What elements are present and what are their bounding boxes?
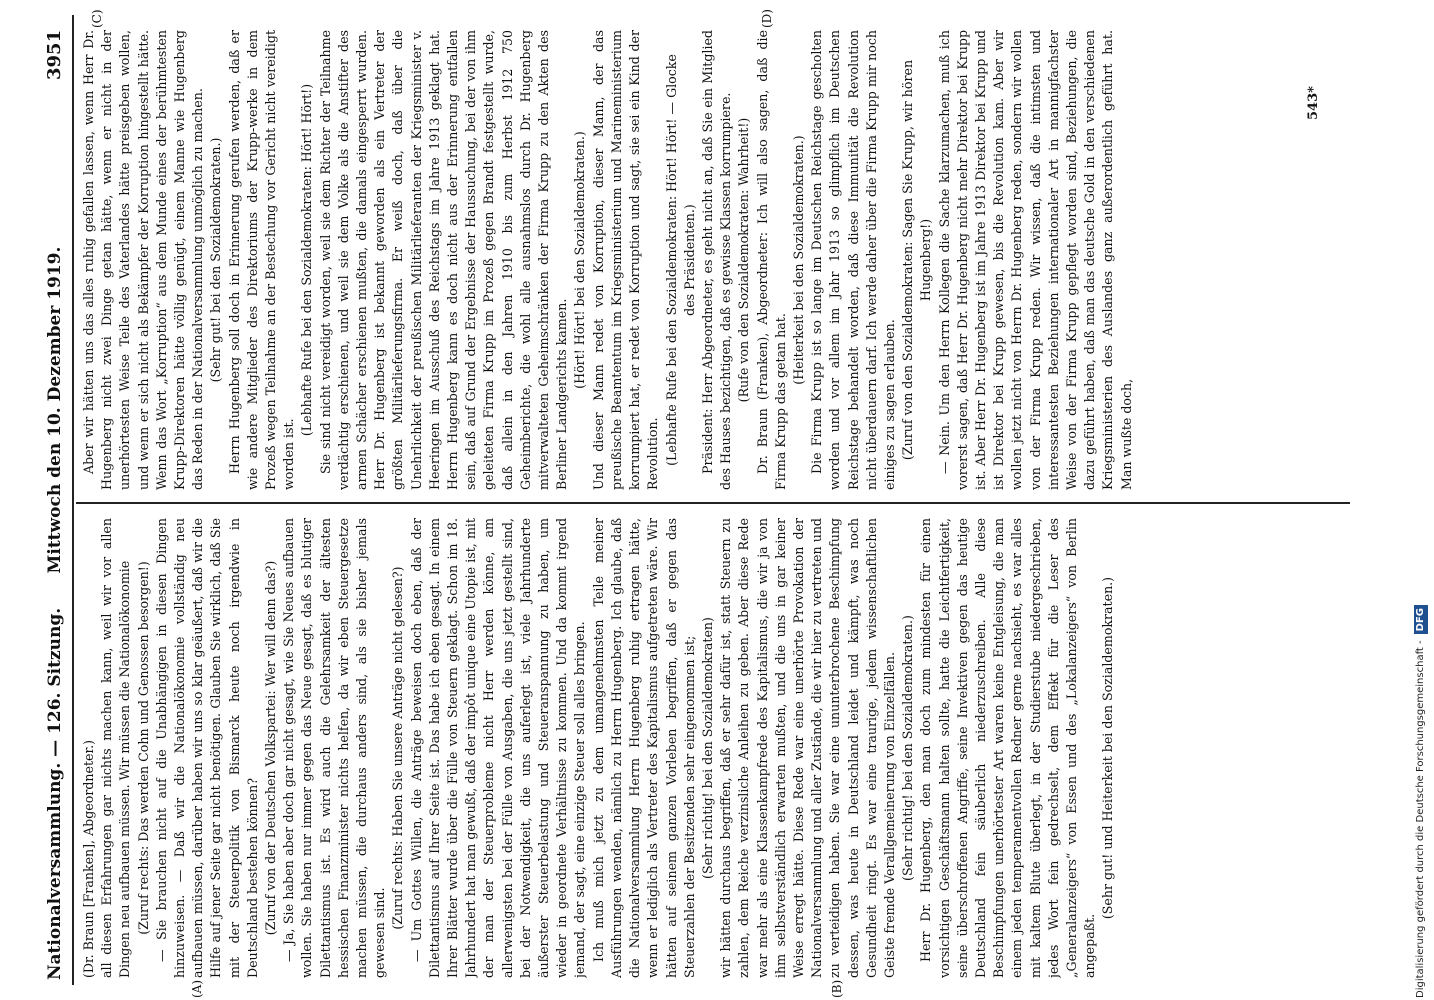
interjection: (Lebhafte Rufe bei den Sozialdemokraten: Hört! Hört! — Glocke des Präsidenten.) (663, 54, 697, 466)
paragraph: — Nein. Um den Herrn Kollegen die Sache klarzumachen, muß ich vorerst sagen, daß Herr Dr. Hugenberg nicht mehr Direktor bei Krupp ist. Aber Herr Dr. Hugenberg ist im Jahre 1913 Direktor bei Krupp und ist Direktor bei Krupp gewesen, bis die Revolution kam. Aber wir wollen jetzt nicht von Herrn Dr. Hugenberg reden, sondern wir wollen von der Firma Krupp reden. Wir wissen, daß die intimsten und interessantesten Beziehungen internationaler Art in mannigfachster Weise von der Firma Krupp gepflegt worden sind, Beziehungen, die dazu geführt haben, daß man das deutsche Gold in den verschiedenen Kriegsministerien des Auslandes ganz außerordentlich geführt hat. Man wußte doch, (936, 30, 1134, 490)
interjection: (Lebhafte Rufe bei den Sozialdemokraten: Hört! Hört!) (299, 83, 315, 437)
interjection: (Rufe von den Sozialdemokraten: Wahrheit!) (736, 117, 752, 403)
margin-mark-d: (D) (760, 9, 774, 28)
paragraph: — Um Gottes Willen, die Anträge beweisen doch eben, daß der Dilettantismus auf Ihrer Seite ist. Das habe ich eben gesagt. In einem Ihrer Blätter wurde über die Fülle von Steuern geklagt. Schon im 18. Jahrhundert hat man gewußt, daß der impôt unique eine Utopie ist, mit der man der Steuerprobleme nicht Herr werden könne, am allerwenigsten bei der Fülle von Ausgaben, die uns jetzt gestellt sind, bei der Notwendigkeit, die uns auferlegt ist, viele Jahrhunderte äußerster Steuerbelastung und Steueranspannung zu haben, um wieder in geordnete Verhältnisse zu kommen. Und da kommt irgend jemand, der sagt, eine einzige Steuer soll alles bringen. (408, 518, 588, 978)
interjection: (Zuruf rechts: Haben Sie unsere Anträge nicht gelesen?) (390, 566, 406, 930)
paragraph: Und dieser Mann redet von Korruption, dieser Mann, der das preußische Beamtentum im Kriegsministerium und Marineministerium korrumpiert hat, er redet von Korruption und sagt, sie sei ein Kind der Revolution. (590, 30, 661, 490)
digitization-credit (1414, 605, 1428, 998)
paragraph: Präsident: Herr Abgeordneter, es geht nicht an, daß Sie ein Mitglied des Hauses bezichtigen, daß es gewisse Klassen korrumpiere. (699, 30, 734, 490)
interjection: (Zuruf von den Sozialdemokraten: Sagen Sie Krupp, wir hören Hugenberg!) (900, 59, 934, 461)
paragraph: Herr Dr. Hugenberg, den man doch zum mindesten für einen vorsichtigen Geschäftsmann halten sollte, hatte die Leichtfertigkeit, seine überschroffenen Angriffe, seine Invektiven gegen das heutige Deutschland fein säuberlich niederzuschreiben. Alle diese Beschimpfungen unerhörtester Art waren keine Entgleisung, die man einem jeden temperamentvollen Redner gerne nachsieht, es war alles mit kaltem Blute überlegt, in der Studierstube niedergeschrieben, jedes Wort fein gedrechselt, dem Effekt für die Leser des „Generalanzeigers“ von Essen und des „Lokalanzeigers“ von Berlin angepaßt. (918, 518, 1098, 978)
paragraph: wir hätten durchaus begriffen, daß er sehr dafür ist, statt Steuern zu zahlen, dem Reiche verzinsliche Anleihen zu geben. Aber diese Rede war mehr als eine Klassenkampfrede des Kapitalismus, die wir ja von ihm selbstverständlich erwarten mußten, und die uns in gar keiner Weise erregt hätte. Diese Rede war eine unerhörte Provokation der Nationalversammlung und aller Zustände, die wir hier zu vertreten und zu verteidigen haben. Sie war eine ununterbrochene Beschimpfung dessen, was heute in Deutschland leidet und kämpft, was noch Gesundheit ringt. Es war eine traurige, jedem wissenschaftlichen Geiste fremde Verallgemeinerung von Einzelfällen. (718, 518, 897, 978)
paragraph: Herrn Hugenberg soll doch in Erinnerung gerufen werden, daß er wie andere Mitglieder des Direktoriums der Krupp-werke in dem Prozeß wegen Teilnahme an der Bestechung vor Gericht nicht vereidigt worden ist. (226, 30, 297, 490)
interjection: (Heiterkeit bei den Sozialdemokraten.) (790, 135, 806, 385)
paragraph: Aber wir hätten uns das alles ruhig gefallen lassen, wenn Herr Dr. Hugenberg nicht zwei Dinge getan hätte, wenn er nicht in der unerhörtesten Weise Teile des Vaterlandes hätte preisgeben wollen, und wenn er sich nicht als Bekämpfer der Korruption hingestellt hätte. Wenn das Wort „Korruption“ aus dem Munde eines der berühmtesten Krupp-Direktoren hätte völlig genügt, einem Manne wie Hugenberg das Reden in der Nationalversammlung unmöglich zu machen. (81, 30, 206, 490)
page-number: 3951 (44, 29, 65, 80)
right-text-column (80, 30, 1330, 490)
column-divider (76, 502, 1350, 504)
page-header-title: Nationalversammlung. — 126. Sitzung. (45, 607, 65, 980)
paragraph: Die Firma Krupp ist so lange im Deutschen Reichstage gescholten worden und vor allem im Jahr 1913 so glimpflich im Deutschen Reichstage behandelt worden, daß diese Immunität die Revolution nicht überdauern darf. Ich werde daher über die Firma Krupp mir noch einiges zu sagen erlauben. (809, 30, 897, 490)
interjection: (Sehr richtig! bei den Sozialdemokraten.) (900, 615, 916, 881)
interjection: (Sehr gut! und Heiterkeit bei den Sozialdemokraten.) (1100, 576, 1116, 920)
margin-mark-a: (A) (190, 979, 204, 998)
header-rule (72, 15, 74, 985)
page-reference: 543* (1306, 86, 1321, 120)
margin-mark-b: (B) (830, 979, 844, 998)
left-text-column (80, 518, 1330, 978)
interjection: (Zuruf rechts: Das werden Cohn und Genossen besorgen!) (135, 561, 151, 935)
interjection: (Sehr gut! bei den Sozialdemokraten.) (208, 137, 224, 383)
paragraph: all diesen Erfahrungen gar nichts machen kann, weil wir vor allen Dingen neu aufbauen müssen. Wir müssen die Nationalökonomie (99, 518, 133, 978)
dfg-logo: DFG (1414, 605, 1428, 634)
page-header-date: Mittwoch den 10. Dezember 1919. (45, 246, 65, 574)
margin-mark-c: (C) (90, 9, 104, 28)
paragraph: (Dr. Braun [Franken], Abgeordneter.) (81, 739, 96, 978)
interjection: (Zuruf von der Deutschen Volkspartei: Wer will denn das?) (263, 560, 279, 936)
paragraph: — Ja, Sie haben aber doch gar nicht gesagt, wie Sie Neues aufbauen wollen. Sie haben nur immer gegen das Neue gesagt, daß es blutiger Dilettantismus ist. Es wird auch die Gelehrsamkeit der ältesten hessischen Finanzminister nichts helfen, da wir eben Steuergesetze machen müssen, die durchaus anders sind, als sie bisher jemals gewesen sind. (281, 518, 388, 978)
paragraph: Dr. Braun (Franken), Abgeordneter: Ich will also sagen, daß die Firma Krupp das getan hat. (754, 30, 788, 490)
paragraph: Ich muß mich jetzt zu dem umangenehmsten Teile meiner Ausführungen wenden, nämlich zu Herrn Hugenberg. Ich glaube, daß die Nationalversammlung Herrn Hugenberg ruhig ertragen hätte, wenn er lediglich als Vertreter des Kapitalismus aufgetreten wäre. Wir hätten auf seinem ganzen Vorleben begriffen, daß er gegen das Steuerzahlen der Besitzenden sehr eingenommen ist; (590, 518, 697, 978)
paragraph: Sie sind nicht vereidigt worden, weil sie dem Richter der Teilnahme verdächtig erschienen, und weil sie dem Volke als die Anstifter des armen Schächer erschienen mußten, die damals eingesperrt wurden. Herr Dr. Hugenberg ist bekannt geworden als ein Vertreter der größten Militärlieferungsfirma. Er weiß doch, daß über die Unehrlichkeit der preußischen Militärlieferanten der Kriegsminister v. Heeringen im Ausschuß des Reichstags im Jahre 1913 geklagt hat. Herrn Hugenberg kann es doch nicht aus der Erinnerung entfallen sein, daß auf Grund der Ergebnisse der Haussuchung, bei der von ihm geleiteten Firma Krupp im Prozeß gegen Brandt festgestellt wurde, daß allein in den Jahren 1910 bis zum Herbst 1912 750 Geheimberichte, die wohl alle ausnahmslos durch Dr. Hugenberg mitverwalteten Geheimschränken der Firma Krupp zu den Akten des Berliner Landgerichts kamen. (317, 30, 570, 490)
interjection: (Hört! Hört! bei den Sozialdemokraten.) (572, 131, 588, 389)
credit-text: Digitalisierung gefördert durch die Deutsche Forschungsgemeinschaft - (1415, 640, 1426, 998)
interjection: (Sehr richtig! bei den Sozialdemokraten) (699, 617, 715, 879)
paragraph: — Sie brauchen nicht auf die Unabhängigen in diesen Dingen hinzuweisen. — Daß wir die Nationalökonomie vollständig neu aufbauen müssen, darüber haben wir uns so klar geäußert, daß wir die Hilfe auf jener Seite gar nicht benötigen. Glauben Sie wirklich, daß Sie mit der Steuerpolitik von Bismarck heute noch irgendwie in Deutschland bestehen können? (153, 518, 260, 978)
